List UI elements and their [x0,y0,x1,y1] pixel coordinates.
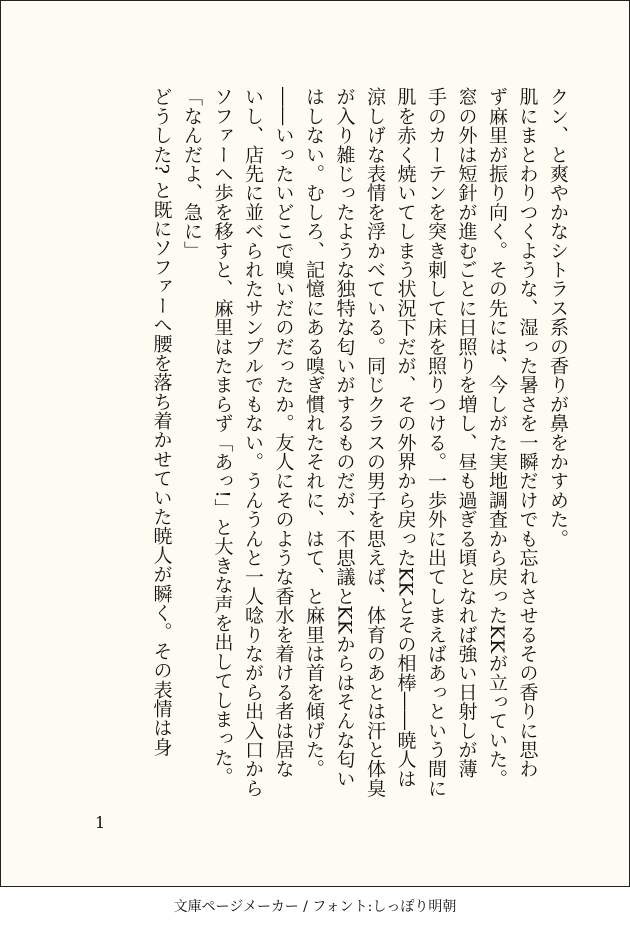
page-number: 1 [95,813,106,832]
text-line: ソファーへ歩を移すと、麻里はたまらず「あっ!」と大きな声を出してしまった。 [211,87,234,787]
text-line: クン、と爽やかなシトラス系の香りが鼻をかすめた。 [547,87,569,548]
text-line: どうした? と既にソファーへ腰を落ち着かせていた暁人が瞬く。その表情は身 [150,87,173,757]
text-line: 「なんだよ、急に」 [181,87,203,260]
text-line: 肌にまとわりつくような、湿った暑さを一瞬だけでも忘れさせるその香りに思わ [516,87,539,779]
text-line: 窓の外は短針が進むごとに日照りを増し、昼も過ぎる頃となれば強い日射しが薄 [455,87,478,779]
text-line: 肌を赤く焼いてしまう状況下だが、その外界から戻ったKKとその相棒――暁人は [394,87,417,788]
vertical-text-body [146,87,573,817]
text-line: 涼しげな表情を浮かべている。同じクラスの男子を思えば、体育のあとは汗と体臭 [364,87,386,798]
footer-credit: 文庫ページメーカー / フォント:しっぽり明朝 [173,899,457,915]
text-line: ――いったいどこで嗅いだのだったか。友人にそのような香水を着ける者は居な [272,87,295,779]
text-line: が入り雑じったような独特な匂いがするものだが、不思議とKKからはそんな匂い [333,87,356,788]
text-line: 手のカーテンを突き刺して床を照りつける。一歩外に出てしまえばあっという間に [425,87,447,798]
text-line: はしない。むしろ、記憶にある嗅ぎ慣れたそれに、はて、と麻里は首を傾げた。 [303,87,325,779]
text-line: いし、店先に並べられたサンプルでもない。うんうんと一人唸りながら出入口から [242,87,264,798]
text-line: ず麻里が振り向く。その先には、今しがた実地調査から戻ったKKが立っていた。 [486,87,508,788]
